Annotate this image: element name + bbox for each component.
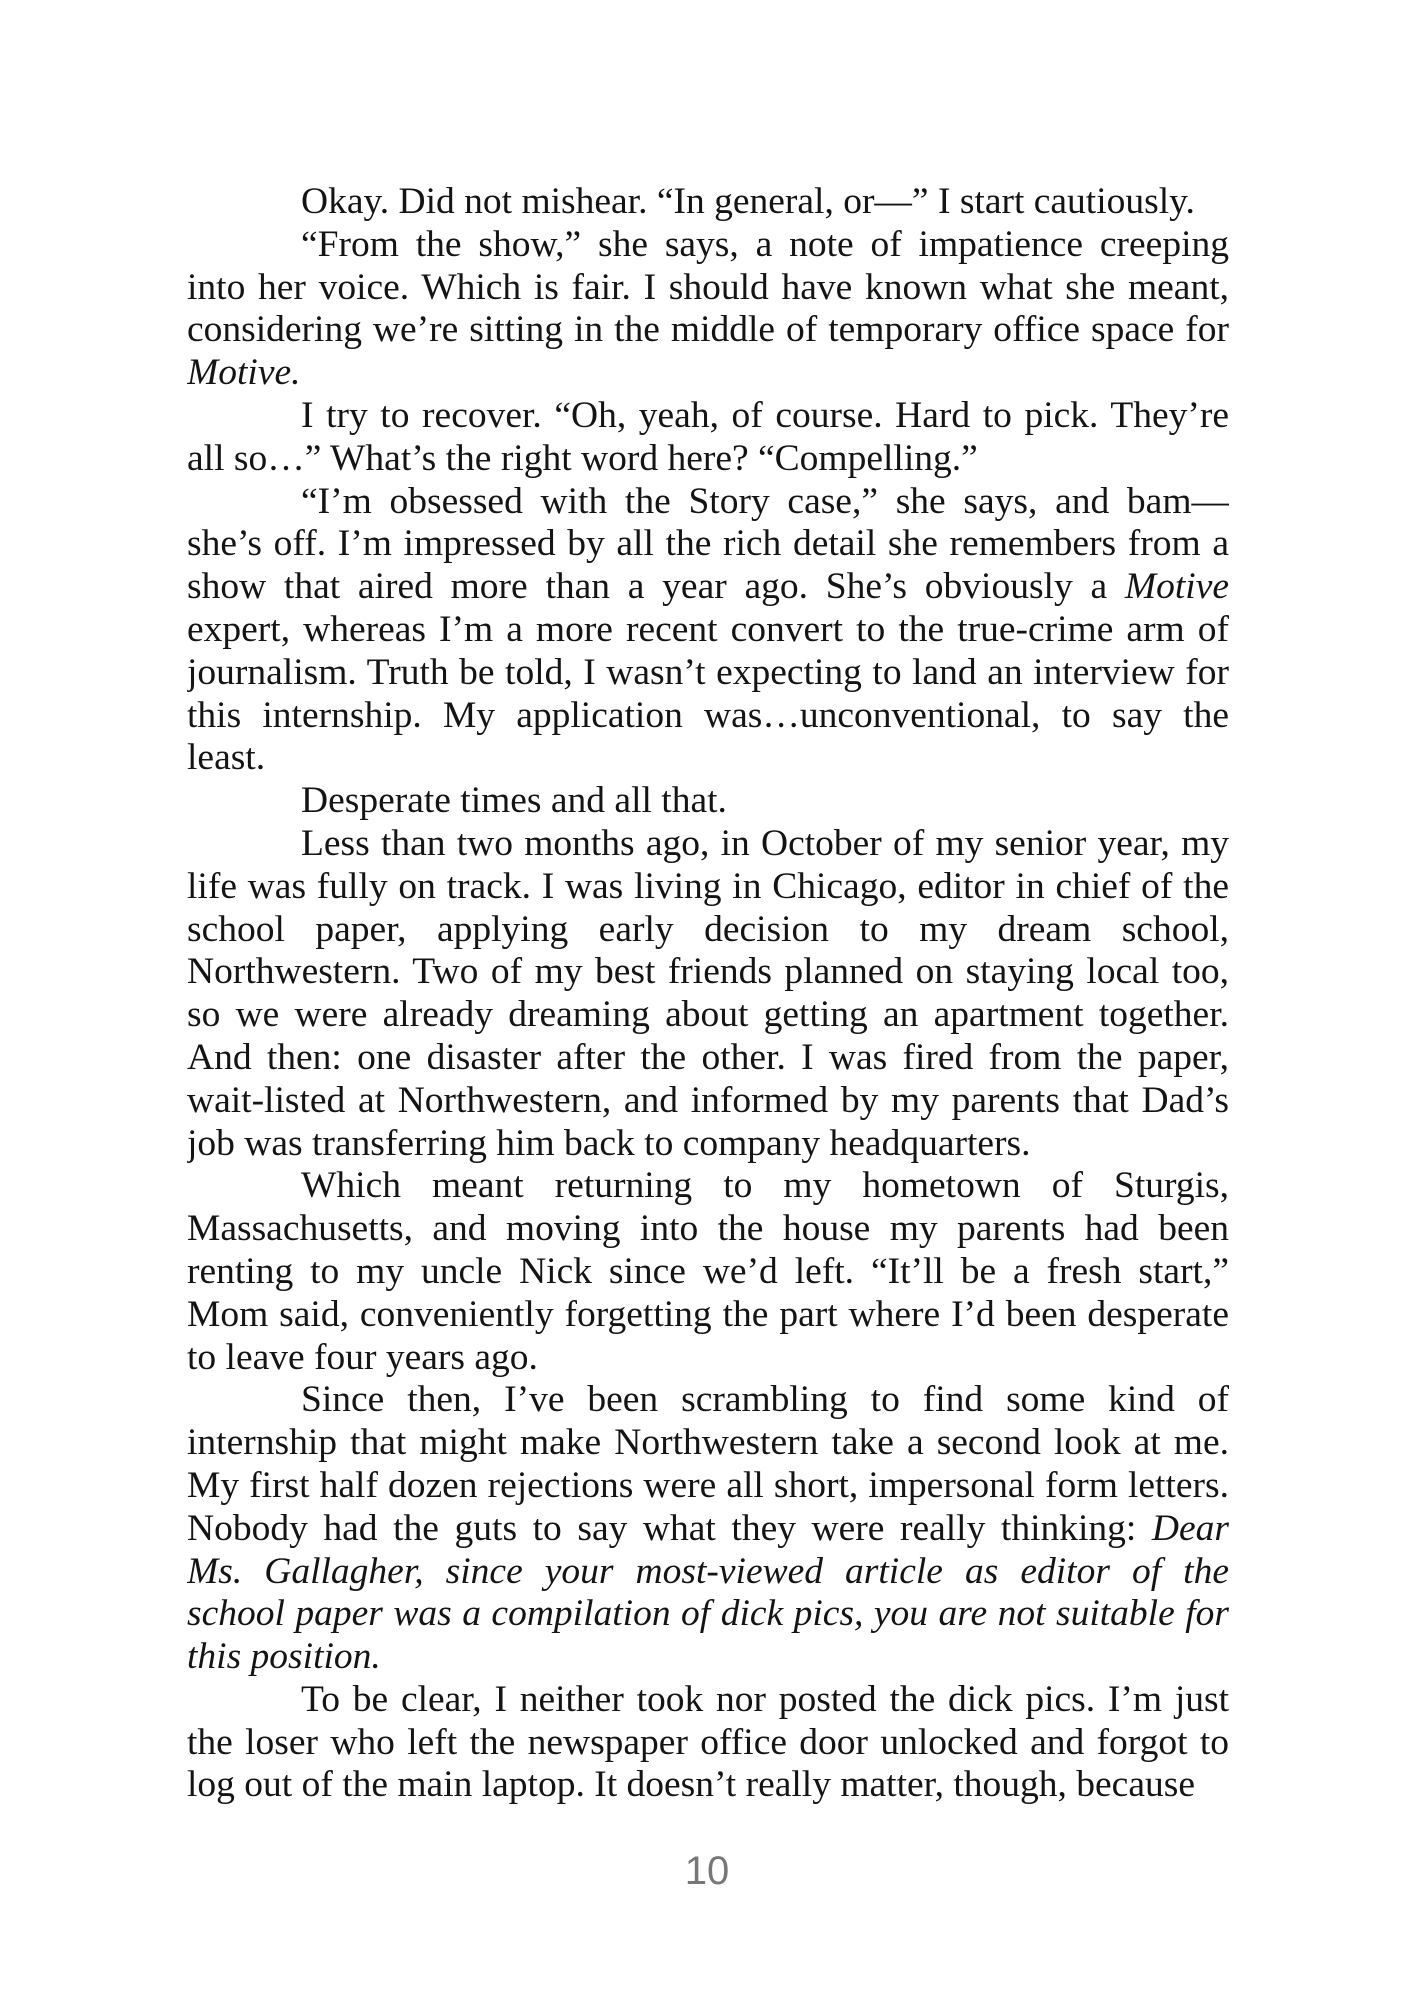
text-line [187,994,1229,1037]
text-line [187,1337,1229,1380]
text-segment: log out of the main laptop. It doesn’t really matter, though, because [187,1764,1195,1806]
text-segment: job was transferring him back to company headquarters. [187,1122,1031,1164]
text-line [187,309,1229,352]
text-line [187,1679,1229,1722]
text-line [187,1123,1229,1166]
text-segment: internship that might make Northwestern take a second look at me. [187,1422,1229,1464]
text-line [187,1251,1229,1294]
text-segment: “I’m obsessed with the Story case,” she says, and bam— [301,480,1229,522]
text-segment: wait-listed at Northwestern, and informed by my parents that Dad’s [187,1079,1229,1121]
text-line [187,1636,1229,1679]
text-line [187,1764,1229,1807]
text-segment: into her voice. Which is fair. I should have known what she meant, [187,266,1229,308]
italic-text-segment: this position. [187,1636,381,1678]
text-segment: Which meant returning to my hometown of Sturgis, [301,1165,1229,1207]
text-segment: school paper, applying early decision to my dream school, [187,908,1229,950]
text-line [187,951,1229,994]
text-segment: the loser who left the newspaper office door unlocked and forgot to [187,1721,1229,1763]
text-line [187,695,1229,738]
text-line [187,737,1229,780]
text-segment: Nobody had the guts to say what they were really thinking: [187,1507,1152,1549]
text-line [187,395,1229,438]
text-segment: Less than two months ago, in October of my senior year, my [301,822,1229,864]
text-line [187,1208,1229,1251]
text-line [187,1037,1229,1080]
text-line [187,1294,1229,1337]
italic-text-segment: Motive. [187,352,301,394]
text-line [187,652,1229,695]
text-segment: Mom said, conveniently forgetting the part where I’d been desperate [187,1293,1229,1335]
italic-text-segment: Dear [1151,1507,1229,1549]
text-segment: expert, whereas I’m a more recent convert to the true-crime arm of [187,608,1229,650]
text-line [187,1379,1229,1422]
text-line [187,1593,1229,1636]
text-line [187,523,1229,566]
text-line [187,609,1229,652]
text-line [187,1722,1229,1765]
text-segment: My first half dozen rejections were all short, impersonal form letters. [187,1464,1229,1506]
text-line [187,352,1229,395]
text-segment: I try to recover. “Oh, yeah, of course. Hard to pick. They’re [301,394,1229,436]
text-segment: to leave four years ago. [187,1336,538,1378]
text-segment: considering we’re sitting in the middle of temporary office space for [187,309,1229,351]
text-segment: this internship. My application was…unconventional, to say the [187,694,1229,736]
italic-text-segment: school paper was a compilation of dick pics, you are not suitable for [187,1593,1229,1635]
text-segment: Massachusetts, and moving into the house my parents had been [187,1208,1229,1250]
text-segment: Northwestern. Two of my best friends planned on staying local too, [187,951,1229,993]
text-line [187,481,1229,524]
text-segment: so we were already dreaming about getting an apartment together. [187,994,1229,1036]
text-segment: Since then, I’ve been scrambling to find some kind of [301,1379,1229,1421]
text-line [187,1165,1229,1208]
text-line [187,1465,1229,1508]
text-line [187,1080,1229,1123]
italic-text-segment: Ms. Gallagher, since your most-viewed article as editor of the [187,1550,1229,1592]
text-segment: she’s off. I’m impressed by all the rich detail she remembers from a [187,523,1229,565]
text-line [187,780,1229,823]
text-line [187,866,1229,909]
text-segment: least. [187,737,266,779]
text-line [187,566,1229,609]
text-segment: journalism. Truth be told, I wasn’t expecting to land an interview for [187,651,1229,693]
body-text [187,181,1229,1807]
text-segment: To be clear, I neither took nor posted the dick pics. I’m just [301,1678,1229,1720]
text-segment: And then: one disaster after the other. I was fired from the paper, [187,1036,1229,1078]
text-segment: show that aired more than a year ago. She’s obviously a [187,566,1125,608]
text-segment: all so…” What’s the right word here? “Compelling.” [187,437,978,479]
text-line [187,909,1229,952]
page-number: 10 [684,1849,730,1893]
italic-text-segment: Motive [1124,566,1229,608]
text-segment: Okay. Did not mishear. “In general, or—” I start cautiously. [301,181,1195,222]
text-line [187,224,1229,267]
text-line [187,823,1229,866]
text-line [187,267,1229,310]
text-line [187,1551,1229,1594]
text-line [187,181,1229,224]
text-line [187,1422,1229,1465]
text-segment: life was fully on track. I was living in Chicago, editor in chief of the [187,865,1229,907]
text-segment: “From the show,” she says, a note of impatience creeping [301,223,1229,265]
text-line [187,1508,1229,1551]
text-line [187,438,1229,481]
text-segment: Desperate times and all that. [301,780,727,822]
text-segment: renting to my uncle Nick since we’d left. “It’ll be a fresh start,” [187,1250,1229,1292]
